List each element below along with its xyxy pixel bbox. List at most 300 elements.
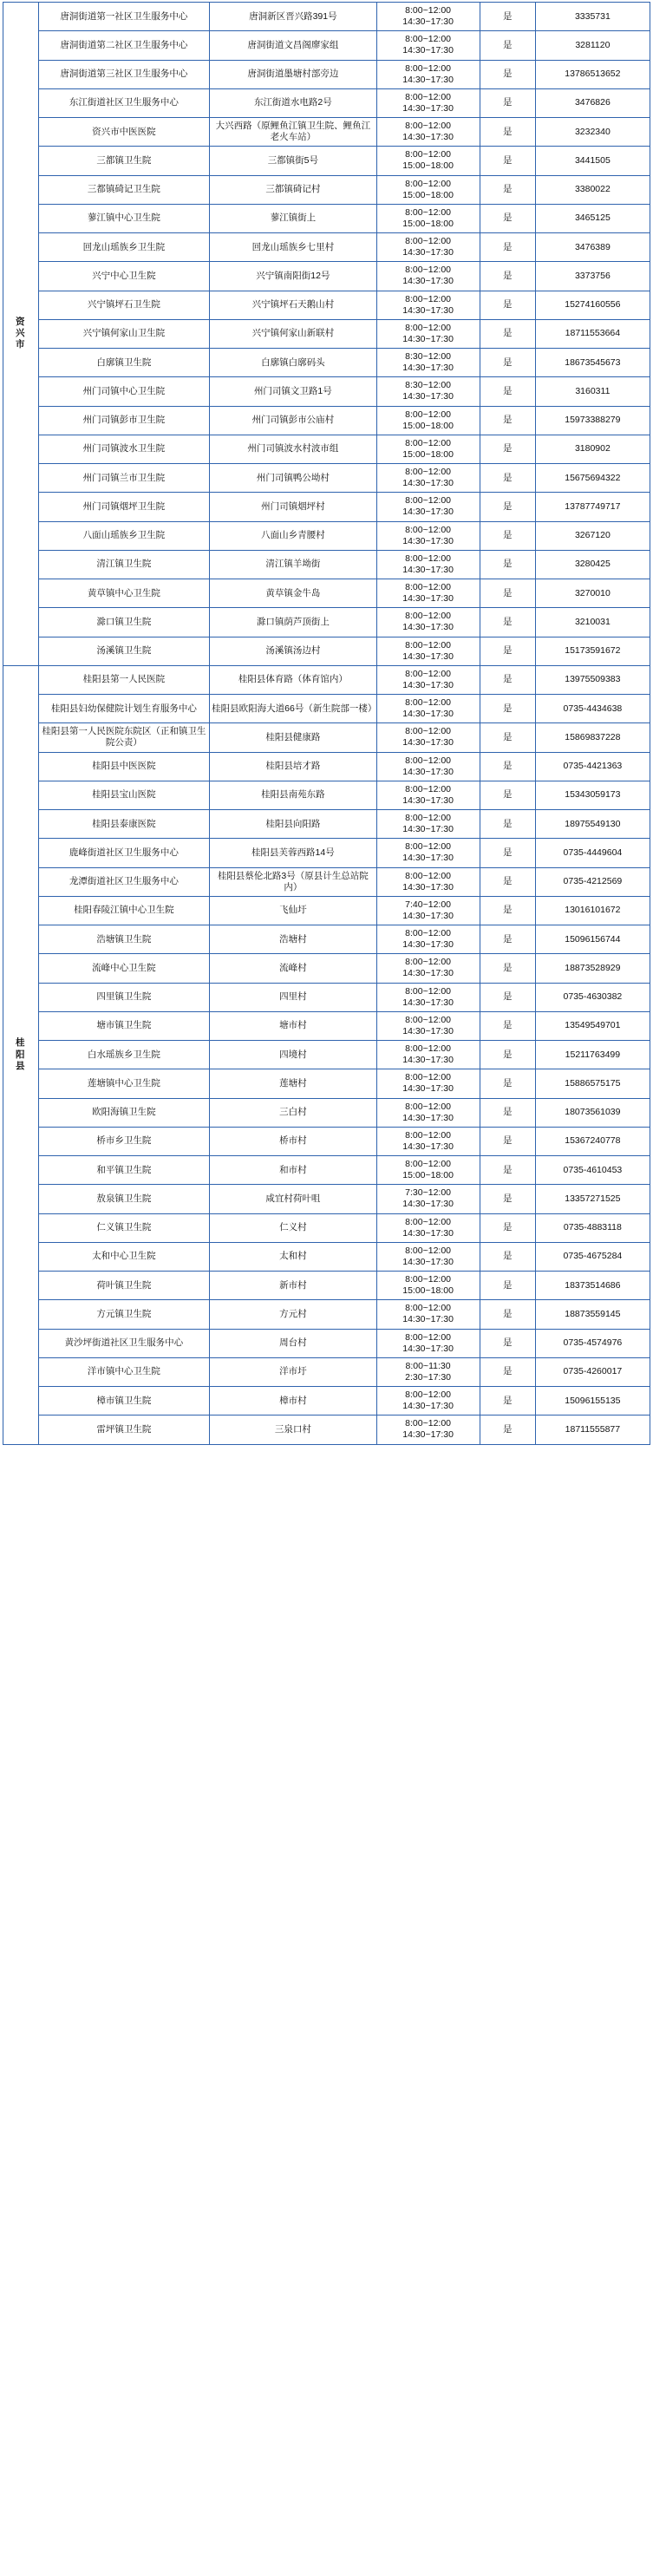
service-hours-cell xyxy=(376,1242,480,1271)
service-hours-cell xyxy=(376,983,480,1011)
phone-cell: 18873528929 xyxy=(535,954,650,983)
service-hours-line: 14:30~17:30 xyxy=(402,102,454,114)
phone-cell: 15886575175 xyxy=(535,1069,650,1098)
table-row xyxy=(3,118,650,147)
service-hours-line: 14:30~17:30 xyxy=(402,391,454,402)
organization-name-cell: 龙潭街道社区卫生服务中心 xyxy=(38,867,210,896)
service-hours-cell xyxy=(376,3,480,31)
service-hours-cell xyxy=(376,88,480,117)
service-hours-line: 14:30~17:30 xyxy=(402,1141,454,1152)
organization-name-cell: 洋市镇中心卫生院 xyxy=(38,1357,210,1386)
free-flag-cell: 是 xyxy=(480,695,535,723)
service-hours-line: 8:00~12:00 xyxy=(405,524,452,535)
service-hours-line: 15:00~18:00 xyxy=(402,1285,454,1297)
table-row xyxy=(3,1041,650,1069)
service-hours-line: 14:30~17:30 xyxy=(402,1401,454,1412)
service-hours-line: 8:00~12:00 xyxy=(405,206,452,218)
service-hours-cell xyxy=(376,1415,480,1444)
service-hours-cell xyxy=(376,204,480,232)
service-hours-line: 14:30~17:30 xyxy=(402,939,454,951)
address-cell: 塘市村 xyxy=(210,1011,376,1040)
free-flag-cell: 是 xyxy=(480,435,535,463)
service-hours-line: 8:00~12:00 xyxy=(405,957,452,968)
service-hours-line: 8:00~12:00 xyxy=(405,813,452,823)
phone-cell: 3476826 xyxy=(535,88,650,117)
address-cell: 蓼江镇街上 xyxy=(210,204,376,232)
address-cell: 黄草镇金牛岛 xyxy=(210,579,376,608)
address-cell: 浩塘村 xyxy=(210,925,376,954)
service-hours-line: 14:30~17:30 xyxy=(402,593,454,605)
service-hours-cell xyxy=(376,1387,480,1415)
table-row xyxy=(3,1011,650,1040)
organization-name-cell: 荷叶镇卫生院 xyxy=(38,1272,210,1300)
service-hours-cell xyxy=(376,262,480,291)
address-cell: 州门司镇波水村波市组 xyxy=(210,435,376,463)
table-row xyxy=(3,147,650,175)
free-flag-cell: 是 xyxy=(480,175,535,204)
organization-name-cell: 雷坪镇卫生院 xyxy=(38,1415,210,1444)
phone-cell: 0735-4434638 xyxy=(535,695,650,723)
service-hours-line: 14:30~17:30 xyxy=(402,1256,454,1267)
phone-cell: 18373514686 xyxy=(535,1272,650,1300)
service-hours-line: 14:30~17:30 xyxy=(402,564,454,575)
organization-name-cell: 桂阳县第一人民医院 xyxy=(38,665,210,694)
service-hours-line: 14:30~17:30 xyxy=(402,247,454,258)
organization-name-cell: 州门司镇波水卫生院 xyxy=(38,435,210,463)
phone-cell: 15367240778 xyxy=(535,1127,650,1155)
free-flag-cell: 是 xyxy=(480,1415,535,1444)
table-row xyxy=(3,1156,650,1185)
service-hours-cell xyxy=(376,435,480,463)
table-row xyxy=(3,954,650,983)
organization-name-cell: 东江街道社区卫生服务中心 xyxy=(38,88,210,117)
free-flag-cell: 是 xyxy=(480,723,535,752)
table-row xyxy=(3,695,650,723)
service-hours-line: 14:30~17:30 xyxy=(402,910,454,921)
table-row xyxy=(3,867,650,896)
address-cell: 莲塘村 xyxy=(210,1069,376,1098)
phone-cell: 3441505 xyxy=(535,147,650,175)
table-row xyxy=(3,204,650,232)
table-row xyxy=(3,550,650,579)
table-row xyxy=(3,493,650,521)
organization-name-cell: 和平镇卫生院 xyxy=(38,1156,210,1185)
service-hours-cell xyxy=(376,118,480,147)
service-hours-line: 15:00~18:00 xyxy=(402,218,454,229)
organization-name-cell: 莲塘镇中心卫生院 xyxy=(38,1069,210,1098)
service-hours-cell xyxy=(376,31,480,60)
service-hours-line: 2:30~17:30 xyxy=(405,1371,452,1383)
phone-cell: 0735-4260017 xyxy=(535,1357,650,1386)
address-cell: 四境村 xyxy=(210,1041,376,1069)
service-hours-line: 8:00~12:00 xyxy=(405,1331,452,1343)
service-hours-cell xyxy=(376,406,480,435)
service-hours-line: 14:30~17:30 xyxy=(402,535,454,546)
free-flag-cell: 是 xyxy=(480,608,535,637)
table-row xyxy=(3,810,650,839)
organization-name-cell: 资兴市中医医院 xyxy=(38,118,210,147)
phone-cell: 3335731 xyxy=(535,3,650,31)
service-hours-cell xyxy=(376,579,480,608)
free-flag-cell: 是 xyxy=(480,291,535,319)
address-cell: 流峰村 xyxy=(210,954,376,983)
service-hours-line: 14:30~17:30 xyxy=(402,794,454,806)
free-flag-cell: 是 xyxy=(480,1156,535,1185)
free-flag-cell: 是 xyxy=(480,867,535,896)
address-cell: 桂阳县培才路 xyxy=(210,752,376,781)
table-row xyxy=(3,3,650,31)
service-hours-line: 8:00~12:00 xyxy=(405,552,452,564)
phone-cell: 15274160556 xyxy=(535,291,650,319)
organization-name-cell: 州门司镇彭市卫生院 xyxy=(38,406,210,435)
service-hours-line: 8:00~12:00 xyxy=(405,437,452,448)
organization-name-cell: 清江镇卫生院 xyxy=(38,550,210,579)
table-row xyxy=(3,896,650,925)
phone-cell: 3180902 xyxy=(535,435,650,463)
phone-cell: 15096156744 xyxy=(535,925,650,954)
region-name-cell: 资 兴 市 xyxy=(3,3,39,666)
service-hours-line: 14:30~17:30 xyxy=(402,1343,454,1354)
table-row xyxy=(3,406,650,435)
phone-cell: 13016101672 xyxy=(535,896,650,925)
free-flag-cell: 是 xyxy=(480,349,535,377)
service-hours-cell xyxy=(376,233,480,262)
free-flag-cell: 是 xyxy=(480,262,535,291)
free-flag-cell: 是 xyxy=(480,1011,535,1040)
free-flag-cell: 是 xyxy=(480,752,535,781)
phone-cell: 13786513652 xyxy=(535,60,650,88)
service-hours-cell xyxy=(376,319,480,348)
service-hours-line: 8:00~12:00 xyxy=(405,1129,452,1141)
table-row xyxy=(3,1329,650,1357)
service-hours-line: 8:00~12:00 xyxy=(405,639,452,651)
service-hours-line: 8:00~12:00 xyxy=(405,611,452,622)
phone-cell: 15173591672 xyxy=(535,637,650,665)
table-row xyxy=(3,60,650,88)
service-hours-line: 8:00~12:00 xyxy=(405,1274,452,1285)
free-flag-cell: 是 xyxy=(480,781,535,809)
address-cell: 和市村 xyxy=(210,1156,376,1185)
service-hours-cell xyxy=(376,291,480,319)
free-flag-cell: 是 xyxy=(480,665,535,694)
table-row xyxy=(3,1213,650,1242)
service-hours-line: 14:30~17:30 xyxy=(402,45,454,56)
organization-name-cell: 欧阳海镇卫生院 xyxy=(38,1098,210,1127)
free-flag-cell: 是 xyxy=(480,204,535,232)
service-hours-line: 8:00~12:00 xyxy=(405,149,452,160)
service-hours-cell xyxy=(376,1357,480,1386)
service-hours-cell xyxy=(376,1069,480,1098)
service-hours-line: 8:00~12:00 xyxy=(405,928,452,938)
table-row xyxy=(3,665,650,694)
phone-cell: 15096155135 xyxy=(535,1387,650,1415)
address-cell: 清江镇羊坳街 xyxy=(210,550,376,579)
free-flag-cell: 是 xyxy=(480,925,535,954)
service-hours-line: 8:00~12:00 xyxy=(405,841,452,853)
phone-cell: 3232340 xyxy=(535,118,650,147)
phone-cell: 15343059173 xyxy=(535,781,650,809)
free-flag-cell: 是 xyxy=(480,1213,535,1242)
service-hours-line: 8:00~12:00 xyxy=(405,870,452,881)
table-row xyxy=(3,377,650,406)
table-row xyxy=(3,175,650,204)
table-row xyxy=(3,1098,650,1127)
organization-name-cell: 汤溪镇卫生院 xyxy=(38,637,210,665)
service-hours-line: 14:30~17:30 xyxy=(402,74,454,85)
organization-name-cell: 州门司镇兰市卫生院 xyxy=(38,464,210,493)
table-row xyxy=(3,983,650,1011)
service-hours-line: 8:00~12:00 xyxy=(405,409,452,420)
phone-cell: 3270010 xyxy=(535,579,650,608)
service-hours-cell xyxy=(376,521,480,550)
phone-cell: 3281120 xyxy=(535,31,650,60)
address-cell: 汤溪镇汤边村 xyxy=(210,637,376,665)
service-hours-line: 8:00~12:00 xyxy=(405,668,452,679)
free-flag-cell: 是 xyxy=(480,319,535,348)
address-cell: 新市村 xyxy=(210,1272,376,1300)
service-hours-line: 15:00~18:00 xyxy=(402,448,454,460)
free-flag-cell: 是 xyxy=(480,88,535,117)
address-cell: 仁义村 xyxy=(210,1213,376,1242)
organization-name-cell: 桂阳县第一人民医院东院区（正和镇卫生院公责） xyxy=(38,723,210,752)
table-row xyxy=(3,752,650,781)
free-flag-cell: 是 xyxy=(480,1069,535,1098)
address-cell: 太和村 xyxy=(210,1242,376,1271)
address-cell: 三白村 xyxy=(210,1098,376,1127)
service-hours-line: 7:30~12:00 xyxy=(405,1187,452,1199)
service-hours-line: 14:30~17:30 xyxy=(402,333,454,344)
service-hours-cell xyxy=(376,752,480,781)
address-cell: 三都镇碕记村 xyxy=(210,175,376,204)
address-cell: 兴宁镇坪石天鹅山村 xyxy=(210,291,376,319)
organization-name-cell: 敖泉镇卫生院 xyxy=(38,1185,210,1213)
table-row xyxy=(3,1127,650,1155)
service-hours-line: 15:00~18:00 xyxy=(402,420,454,431)
address-cell: 兴宁镇何家山新联村 xyxy=(210,319,376,348)
phone-cell: 13549549701 xyxy=(535,1011,650,1040)
vaccination-sites-table xyxy=(3,2,650,1445)
service-hours-line: 8:00~12:00 xyxy=(405,783,452,794)
free-flag-cell: 是 xyxy=(480,637,535,665)
free-flag-cell: 是 xyxy=(480,1272,535,1300)
service-hours-cell xyxy=(376,954,480,983)
table-row xyxy=(3,319,650,348)
address-cell: 大兴西路（原鲤鱼江镇卫生院、鲤鱼江老火车站） xyxy=(210,118,376,147)
free-flag-cell: 是 xyxy=(480,233,535,262)
service-hours-cell xyxy=(376,1011,480,1040)
phone-cell: 18711555877 xyxy=(535,1415,650,1444)
phone-cell: 0735-4212569 xyxy=(535,867,650,896)
address-cell: 洋市圩 xyxy=(210,1357,376,1386)
free-flag-cell: 是 xyxy=(480,406,535,435)
address-cell: 咸宜村荷叶咀 xyxy=(210,1185,376,1213)
service-hours-line: 14:30~17:30 xyxy=(402,1083,454,1095)
phone-cell: 3160311 xyxy=(535,377,650,406)
service-hours-line: 8:30~12:00 xyxy=(405,351,452,362)
free-flag-cell: 是 xyxy=(480,896,535,925)
service-hours-cell xyxy=(376,464,480,493)
service-hours-cell xyxy=(376,695,480,723)
service-hours-line: 8:00~12:00 xyxy=(405,697,452,708)
address-cell: 东江街道水电路2号 xyxy=(210,88,376,117)
address-cell: 方元村 xyxy=(210,1300,376,1329)
service-hours-cell xyxy=(376,896,480,925)
service-hours-line: 14:30~17:30 xyxy=(402,622,454,633)
table-row xyxy=(3,1069,650,1098)
region-name-cell: 桂 阳 县 xyxy=(3,665,39,1444)
table-row xyxy=(3,233,650,262)
organization-name-cell: 桂阳县中医医院 xyxy=(38,752,210,781)
organization-name-cell: 三都镇卫生院 xyxy=(38,147,210,175)
phone-cell: 18975549130 xyxy=(535,810,650,839)
service-hours-line: 14:30~17:30 xyxy=(402,997,454,1008)
organization-name-cell: 黄草镇中心卫生院 xyxy=(38,579,210,608)
service-hours-cell xyxy=(376,1272,480,1300)
service-hours-line: 8:00~12:00 xyxy=(405,985,452,997)
address-cell: 州门司镇烟坪村 xyxy=(210,493,376,521)
free-flag-cell: 是 xyxy=(480,1242,535,1271)
organization-name-cell: 桂阳县泰康医院 xyxy=(38,810,210,839)
service-hours-line: 14:30~17:30 xyxy=(402,132,454,143)
table-row xyxy=(3,608,650,637)
organization-name-cell: 桂阳县宝山医院 xyxy=(38,781,210,809)
free-flag-cell: 是 xyxy=(480,493,535,521)
service-hours-line: 14:30~17:30 xyxy=(402,478,454,489)
service-hours-line: 14:30~17:30 xyxy=(402,1314,454,1325)
address-cell: 唐洞街道墨塘村部旁边 xyxy=(210,60,376,88)
address-cell: 桂阳县体育路（体育馆内） xyxy=(210,665,376,694)
service-hours-line: 14:30~17:30 xyxy=(402,507,454,518)
service-hours-line: 8:00~12:00 xyxy=(405,495,452,507)
service-hours-cell xyxy=(376,377,480,406)
phone-cell: 0735-4675284 xyxy=(535,1242,650,1271)
free-flag-cell: 是 xyxy=(480,954,535,983)
organization-name-cell: 八面山瑶族乡卫生院 xyxy=(38,521,210,550)
service-hours-cell xyxy=(376,810,480,839)
service-hours-line: 14:30~17:30 xyxy=(402,1429,454,1441)
service-hours-line: 8:00~12:00 xyxy=(405,1159,452,1169)
free-flag-cell: 是 xyxy=(480,579,535,608)
service-hours-line: 8:00~12:00 xyxy=(405,5,452,16)
free-flag-cell: 是 xyxy=(480,1357,535,1386)
address-cell: 飞仙圩 xyxy=(210,896,376,925)
phone-cell: 13357271525 xyxy=(535,1185,650,1213)
organization-name-cell: 州门司镇烟坪卫生院 xyxy=(38,493,210,521)
service-hours-cell xyxy=(376,1329,480,1357)
service-hours-line: 8:00~12:00 xyxy=(405,1014,452,1025)
service-hours-cell xyxy=(376,867,480,896)
service-hours-cell xyxy=(376,665,480,694)
address-cell: 桥市村 xyxy=(210,1127,376,1155)
table-row xyxy=(3,637,650,665)
service-hours-line: 8:00~12:00 xyxy=(405,755,452,766)
service-hours-line: 8:00~12:00 xyxy=(405,1043,452,1054)
service-hours-line: 14:30~17:30 xyxy=(402,363,454,374)
table-row xyxy=(3,464,650,493)
service-hours-cell xyxy=(376,781,480,809)
service-hours-line: 8:00~12:00 xyxy=(405,34,452,45)
service-hours-line: 15:00~18:00 xyxy=(402,189,454,200)
service-hours-line: 14:30~17:30 xyxy=(402,824,454,835)
address-cell: 八面山乡青腰村 xyxy=(210,521,376,550)
phone-cell: 3267120 xyxy=(535,521,650,550)
service-hours-line: 14:30~17:30 xyxy=(402,853,454,864)
address-cell: 白廓镇白廓码头 xyxy=(210,349,376,377)
service-hours-line: 15:00~18:00 xyxy=(402,160,454,172)
phone-cell: 0735-4421363 xyxy=(535,752,650,781)
organization-name-cell: 回龙山瑶族乡卫生院 xyxy=(38,233,210,262)
service-hours-line: 14:30~17:30 xyxy=(402,276,454,287)
service-hours-cell xyxy=(376,637,480,665)
organization-name-cell: 桥市乡卫生院 xyxy=(38,1127,210,1155)
free-flag-cell: 是 xyxy=(480,1041,535,1069)
service-hours-line: 8:00~12:00 xyxy=(405,1303,452,1314)
service-hours-cell xyxy=(376,1156,480,1185)
free-flag-cell: 是 xyxy=(480,1127,535,1155)
organization-name-cell: 白廓镇卫生院 xyxy=(38,349,210,377)
free-flag-cell: 是 xyxy=(480,839,535,867)
service-hours-line: 8:30~12:00 xyxy=(405,380,452,391)
address-cell: 州门司镇鸭公坳村 xyxy=(210,464,376,493)
organization-name-cell: 太和中心卫生院 xyxy=(38,1242,210,1271)
address-cell: 桂阳县南苑东路 xyxy=(210,781,376,809)
service-hours-line: 8:00~12:00 xyxy=(405,121,452,131)
phone-cell: 3373756 xyxy=(535,262,650,291)
address-cell: 桂阳县健康路 xyxy=(210,723,376,752)
organization-name-cell: 唐洞街道第三社区卫生服务中心 xyxy=(38,60,210,88)
phone-cell: 13975509383 xyxy=(535,665,650,694)
service-hours-cell xyxy=(376,493,480,521)
free-flag-cell: 是 xyxy=(480,31,535,60)
phone-cell: 0735-4883118 xyxy=(535,1213,650,1242)
table-row xyxy=(3,1272,650,1300)
service-hours-line: 8:00~12:00 xyxy=(405,1216,452,1227)
organization-name-cell: 黄沙坪街道社区卫生服务中心 xyxy=(38,1329,210,1357)
service-hours-line: 14:30~17:30 xyxy=(402,679,454,690)
phone-cell: 3280425 xyxy=(535,550,650,579)
organization-name-cell: 州门司镇中心卫生院 xyxy=(38,377,210,406)
service-hours-line: 7:40~12:00 xyxy=(405,899,452,910)
service-hours-line: 14:30~17:30 xyxy=(402,304,454,316)
organization-name-cell: 桂阳县妇幼保健院计划生育服务中心 xyxy=(38,695,210,723)
service-hours-line: 8:00~12:00 xyxy=(405,582,452,592)
service-hours-line: 8:00~12:00 xyxy=(405,726,452,737)
phone-cell: 0735-4574976 xyxy=(535,1329,650,1357)
service-hours-cell xyxy=(376,550,480,579)
free-flag-cell: 是 xyxy=(480,3,535,31)
address-cell: 周台村 xyxy=(210,1329,376,1357)
table-row xyxy=(3,1300,650,1329)
service-hours-line: 14:30~17:30 xyxy=(402,1055,454,1066)
table-row xyxy=(3,291,650,319)
address-cell: 滁口镇荫芦顶街上 xyxy=(210,608,376,637)
phone-cell: 18711553664 xyxy=(535,319,650,348)
organization-name-cell: 兴宁镇坪石卫生院 xyxy=(38,291,210,319)
organization-name-cell: 仁义镇卫生院 xyxy=(38,1213,210,1242)
phone-cell: 18673545673 xyxy=(535,349,650,377)
organization-name-cell: 唐洞街道第二社区卫生服务中心 xyxy=(38,31,210,60)
service-hours-line: 8:00~12:00 xyxy=(405,1389,452,1400)
service-hours-line: 14:30~17:30 xyxy=(402,737,454,749)
service-hours-line: 8:00~12:00 xyxy=(405,236,452,246)
service-hours-line: 14:30~17:30 xyxy=(402,16,454,28)
table-row xyxy=(3,349,650,377)
organization-name-cell: 樟市镇卫生院 xyxy=(38,1387,210,1415)
phone-cell: 3465125 xyxy=(535,204,650,232)
service-hours-cell xyxy=(376,839,480,867)
service-hours-line: 8:00~12:00 xyxy=(405,62,452,74)
table-row xyxy=(3,925,650,954)
